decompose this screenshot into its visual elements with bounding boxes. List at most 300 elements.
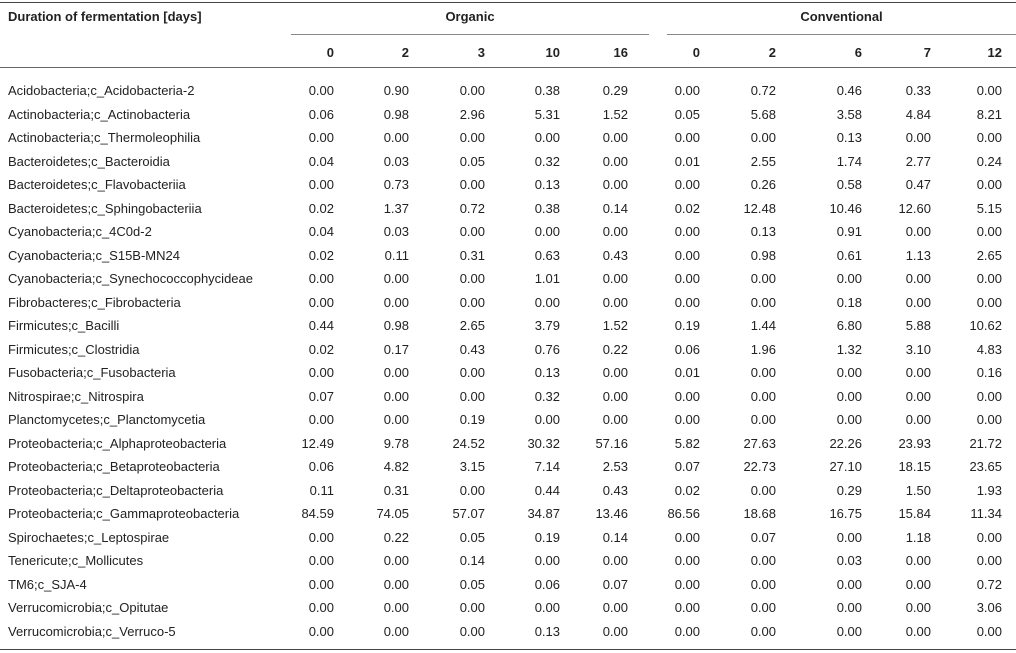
value-cell: 0.00 xyxy=(534,600,560,615)
day-header: 16 xyxy=(613,45,628,60)
value-cell: 0.00 xyxy=(459,224,485,239)
value-cell: 0.00 xyxy=(308,294,334,310)
value-cell: 0.00 xyxy=(308,177,334,192)
value-cell: 0.00 xyxy=(602,130,628,145)
table-row xyxy=(0,198,1016,221)
value-cell: 0.00 xyxy=(459,83,485,98)
group-underline-organic xyxy=(291,34,649,35)
value-cell: 0.01 xyxy=(674,153,700,169)
value-cell: 0.00 xyxy=(383,388,409,404)
value-cell: 1.50 xyxy=(905,482,931,498)
table-row xyxy=(0,268,1016,291)
value-cell: 0.05 xyxy=(459,153,485,169)
value-cell: 2.96 xyxy=(459,106,485,122)
value-cell: 0.61 xyxy=(836,247,862,263)
value-cell: 0.00 xyxy=(602,412,628,427)
taxon-cell: Cyanobacteria;c_S15B-MN24 xyxy=(8,247,180,263)
taxon-cell: Tenericute;c_Mollicutes xyxy=(8,553,144,568)
value-cell: 34.87 xyxy=(527,506,560,521)
taxon-cell: Cyanobacteria;c_4C0d-2 xyxy=(8,224,152,239)
value-cell: 0.13 xyxy=(534,623,560,639)
value-cell: 0.00 xyxy=(905,224,931,239)
day-header: 3 xyxy=(477,45,485,60)
taxon-cell: Acidobacteria;c_Acidobacteria-2 xyxy=(8,83,195,98)
value-cell: 0.00 xyxy=(459,294,485,310)
table-row xyxy=(0,221,1016,244)
value-cell: 0.00 xyxy=(750,365,776,380)
value-cell: 84.59 xyxy=(301,506,334,521)
day-header: 0 xyxy=(692,45,700,60)
value-cell: 7.14 xyxy=(534,459,560,474)
value-cell: 0.02 xyxy=(308,200,334,216)
value-cell: 0.73 xyxy=(383,177,409,192)
taxon-cell: Verrucomicrobia;c_Verruco-5 xyxy=(8,623,176,639)
value-cell: 0.04 xyxy=(308,153,334,169)
value-cell: 0.00 xyxy=(383,623,409,639)
day-header: 7 xyxy=(923,45,931,60)
value-cell: 0.00 xyxy=(383,130,409,145)
value-cell: 0.03 xyxy=(383,224,409,239)
value-cell: 0.00 xyxy=(750,130,776,145)
value-cell: 0.00 xyxy=(674,83,700,98)
table-row xyxy=(0,409,1016,432)
value-cell: 0.05 xyxy=(459,529,485,545)
value-cell: 0.32 xyxy=(534,388,560,404)
value-cell: 0.72 xyxy=(750,83,776,98)
value-cell: 0.19 xyxy=(459,412,485,427)
value-cell: 0.00 xyxy=(674,623,700,639)
value-cell: 0.46 xyxy=(836,83,862,98)
value-cell: 2.77 xyxy=(905,153,931,169)
table-row xyxy=(0,362,1016,385)
taxon-cell: Proteobacteria;c_Betaproteobacteria xyxy=(8,459,220,474)
day-header: 2 xyxy=(401,45,409,60)
value-cell: 0.11 xyxy=(309,482,334,498)
value-cell: 86.56 xyxy=(667,506,700,521)
value-cell: 0.00 xyxy=(674,177,700,192)
value-cell: 2.65 xyxy=(976,247,1002,263)
taxon-cell: Actinobacteria;c_Thermoleophilia xyxy=(8,130,201,145)
value-cell: 1.74 xyxy=(836,153,862,169)
value-cell: 0.26 xyxy=(750,177,776,192)
value-cell: 0.00 xyxy=(674,412,700,427)
value-cell: 12.48 xyxy=(743,200,776,216)
value-cell: 0.00 xyxy=(674,247,700,263)
table-row xyxy=(0,174,1016,197)
value-cell: 3.06 xyxy=(976,600,1002,615)
value-cell: 0.00 xyxy=(534,224,560,239)
taxon-cell: TM6;c_SJA-4 xyxy=(8,576,87,592)
value-cell: 0.00 xyxy=(308,271,334,286)
value-cell: 1.32 xyxy=(836,341,862,357)
table-row xyxy=(0,597,1016,620)
value-cell: 0.00 xyxy=(308,412,334,427)
value-cell: 0.02 xyxy=(308,341,334,357)
value-cell: 1.52 xyxy=(602,318,628,333)
value-cell: 23.93 xyxy=(898,435,931,451)
value-cell: 0.00 xyxy=(308,83,334,98)
value-cell: 0.13 xyxy=(534,365,560,380)
value-cell: 4.84 xyxy=(905,106,931,122)
value-cell: 0.00 xyxy=(750,294,776,310)
value-cell: 21.72 xyxy=(969,435,1002,451)
value-cell: 0.00 xyxy=(459,130,485,145)
value-cell: 0.06 xyxy=(674,341,700,357)
value-cell: 0.07 xyxy=(308,388,334,404)
value-cell: 30.32 xyxy=(527,435,560,451)
value-cell: 0.07 xyxy=(674,459,700,474)
value-cell: 0.00 xyxy=(750,412,776,427)
value-cell: 0.03 xyxy=(836,553,862,568)
value-cell: 1.93 xyxy=(976,482,1002,498)
value-cell: 0.43 xyxy=(459,341,485,357)
table-row xyxy=(0,339,1016,362)
value-cell: 0.00 xyxy=(459,623,485,639)
value-cell: 0.02 xyxy=(674,482,700,498)
day-header: 2 xyxy=(768,45,776,60)
table-row xyxy=(0,80,1016,103)
value-cell: 57.16 xyxy=(595,435,628,451)
value-cell: 0.11 xyxy=(384,247,409,263)
value-cell: 0.00 xyxy=(602,388,628,404)
value-cell: 0.00 xyxy=(534,130,560,145)
value-cell: 0.00 xyxy=(602,553,628,568)
value-cell: 0.00 xyxy=(750,482,776,498)
value-cell: 0.05 xyxy=(459,576,485,592)
value-cell: 0.44 xyxy=(308,318,334,333)
value-cell: 0.31 xyxy=(459,247,485,263)
value-cell: 0.00 xyxy=(905,412,931,427)
value-cell: 0.00 xyxy=(976,83,1002,98)
value-cell: 0.00 xyxy=(674,130,700,145)
value-cell: 1.13 xyxy=(905,247,931,263)
value-cell: 0.00 xyxy=(905,623,931,639)
group-header-organic: Organic xyxy=(445,9,495,24)
value-cell: 0.00 xyxy=(905,388,931,404)
value-cell: 0.47 xyxy=(905,177,931,192)
value-cell: 0.00 xyxy=(383,600,409,615)
value-cell: 0.00 xyxy=(534,294,560,310)
value-cell: 0.00 xyxy=(905,576,931,592)
value-cell: 0.04 xyxy=(308,224,334,239)
value-cell: 5.68 xyxy=(750,106,776,122)
taxon-cell: Cyanobacteria;c_Synechococcophycideae xyxy=(8,271,253,286)
value-cell: 0.00 xyxy=(308,529,334,545)
value-cell: 3.15 xyxy=(459,459,485,474)
taxon-cell: Actinobacteria;c_Actinobacteria xyxy=(8,106,191,122)
value-cell: 10.62 xyxy=(969,318,1002,333)
taxon-cell: Bacteroidetes;c_Flavobacteriia xyxy=(8,177,186,192)
value-cell: 0.22 xyxy=(602,341,628,357)
value-cell: 0.43 xyxy=(602,247,628,263)
value-cell: 0.00 xyxy=(459,177,485,192)
value-cell: 0.72 xyxy=(459,200,485,216)
value-cell: 27.10 xyxy=(829,459,862,474)
value-cell: 0.00 xyxy=(836,271,862,286)
table-row xyxy=(0,104,1016,127)
value-cell: 0.00 xyxy=(976,271,1002,286)
value-cell: 13.46 xyxy=(595,506,628,521)
value-cell: 0.22 xyxy=(383,529,409,545)
day-header: 10 xyxy=(545,45,560,60)
value-cell: 4.82 xyxy=(383,459,409,474)
value-cell: 2.53 xyxy=(602,459,628,474)
value-cell: 0.00 xyxy=(459,271,485,286)
value-cell: 0.00 xyxy=(383,365,409,380)
value-cell: 1.52 xyxy=(602,106,628,122)
value-cell: 0.00 xyxy=(308,600,334,615)
value-cell: 0.00 xyxy=(836,576,862,592)
value-cell: 0.00 xyxy=(836,388,862,404)
value-cell: 0.00 xyxy=(976,553,1002,568)
value-cell: 0.00 xyxy=(674,224,700,239)
taxon-cell: Planctomycetes;c_Planctomycetia xyxy=(8,412,206,427)
value-cell: 0.44 xyxy=(534,482,560,498)
value-cell: 5.82 xyxy=(674,435,700,451)
value-cell: 0.00 xyxy=(976,388,1002,404)
value-cell: 0.00 xyxy=(383,553,409,568)
value-cell: 22.73 xyxy=(743,459,776,474)
table-row xyxy=(0,292,1016,315)
value-cell: 0.00 xyxy=(750,553,776,568)
table-row xyxy=(0,621,1016,644)
value-cell: 9.78 xyxy=(383,435,409,451)
value-cell: 0.00 xyxy=(674,294,700,310)
value-cell: 3.10 xyxy=(905,341,931,357)
value-cell: 0.00 xyxy=(976,224,1002,239)
value-cell: 0.00 xyxy=(674,600,700,615)
value-cell: 0.00 xyxy=(976,177,1002,192)
value-cell: 0.33 xyxy=(905,83,931,98)
value-cell: 5.31 xyxy=(534,106,560,122)
value-cell: 0.00 xyxy=(602,600,628,615)
value-cell: 0.06 xyxy=(308,106,334,122)
value-cell: 0.19 xyxy=(534,529,560,545)
value-cell: 0.00 xyxy=(674,576,700,592)
value-cell: 0.90 xyxy=(383,83,409,98)
value-cell: 0.00 xyxy=(534,553,560,568)
value-cell: 0.00 xyxy=(905,271,931,286)
value-cell: 0.00 xyxy=(602,294,628,310)
value-cell: 0.24 xyxy=(976,153,1002,169)
table-row xyxy=(0,550,1016,573)
value-cell: 0.29 xyxy=(602,83,628,98)
value-cell: 0.13 xyxy=(750,224,776,239)
value-cell: 24.52 xyxy=(452,435,485,451)
value-cell: 0.00 xyxy=(602,177,628,192)
header-bottom-rule xyxy=(0,67,1016,68)
value-cell: 5.15 xyxy=(976,200,1002,216)
value-cell: 18.68 xyxy=(743,506,776,521)
value-cell: 0.00 xyxy=(750,600,776,615)
value-cell: 0.14 xyxy=(602,529,628,545)
value-cell: 0.32 xyxy=(534,153,560,169)
table-row xyxy=(0,315,1016,338)
value-cell: 0.07 xyxy=(602,576,628,592)
value-cell: 0.16 xyxy=(976,365,1002,380)
value-cell: 0.00 xyxy=(459,365,485,380)
value-cell: 0.00 xyxy=(459,600,485,615)
taxon-cell: Proteobacteria;c_Gammaproteobacteria xyxy=(8,506,240,521)
table-row xyxy=(0,503,1016,526)
value-cell: 0.02 xyxy=(674,200,700,216)
value-cell: 0.00 xyxy=(383,294,409,310)
value-cell: 3.58 xyxy=(836,106,862,122)
table-bottom-rule xyxy=(0,649,1016,650)
day-header: 0 xyxy=(326,45,334,60)
table-row xyxy=(0,127,1016,150)
value-cell: 4.83 xyxy=(976,341,1002,357)
value-cell: 0.13 xyxy=(836,130,862,145)
table-top-rule xyxy=(0,2,1016,3)
value-cell: 5.88 xyxy=(905,318,931,333)
value-cell: 0.72 xyxy=(976,576,1002,592)
value-cell: 0.00 xyxy=(905,294,931,310)
value-cell: 12.60 xyxy=(898,200,931,216)
taxon-cell: Bacteroidetes;c_Bacteroidia xyxy=(8,153,170,169)
value-cell: 74.05 xyxy=(376,506,409,521)
table-row xyxy=(0,433,1016,456)
taxon-cell: Proteobacteria;c_Deltaproteobacteria xyxy=(8,482,224,498)
value-cell: 23.65 xyxy=(969,459,1002,474)
taxon-cell: Fibrobacteres;c_Fibrobacteria xyxy=(8,294,181,310)
value-cell: 0.05 xyxy=(674,106,700,122)
value-cell: 0.14 xyxy=(602,200,628,216)
value-cell: 0.00 xyxy=(308,553,334,568)
value-cell: 15.84 xyxy=(898,506,931,521)
value-cell: 0.00 xyxy=(836,529,862,545)
value-cell: 0.00 xyxy=(976,529,1002,545)
value-cell: 11.34 xyxy=(970,506,1002,521)
value-cell: 0.03 xyxy=(383,153,409,169)
table-header-title: Duration of fermentation [days] xyxy=(8,9,202,24)
value-cell: 0.00 xyxy=(905,130,931,145)
value-cell: 0.06 xyxy=(534,576,560,592)
taxon-cell: Spirochaetes;c_Leptospirae xyxy=(8,529,170,545)
table-row xyxy=(0,456,1016,479)
value-cell: 0.00 xyxy=(674,271,700,286)
value-cell: 0.00 xyxy=(602,623,628,639)
day-header: 6 xyxy=(854,45,862,60)
value-cell: 0.18 xyxy=(836,294,862,310)
value-cell: 57.07 xyxy=(452,506,485,521)
value-cell: 0.00 xyxy=(308,623,334,639)
value-cell: 0.17 xyxy=(383,341,409,357)
taxon-cell: Bacteroidetes;c_Sphingobacteriia xyxy=(8,200,202,216)
value-cell: 0.00 xyxy=(905,600,931,615)
value-cell: 0.00 xyxy=(836,600,862,615)
value-cell: 0.01 xyxy=(674,365,700,380)
taxon-cell: Firmicutes;c_Bacilli xyxy=(8,318,120,333)
value-cell: 0.00 xyxy=(459,482,485,498)
value-cell: 1.37 xyxy=(383,200,409,216)
value-cell: 0.00 xyxy=(602,224,628,239)
value-cell: 0.58 xyxy=(836,177,862,192)
table-row xyxy=(0,386,1016,409)
group-header-conventional: Conventional xyxy=(800,9,883,24)
value-cell: 0.13 xyxy=(534,177,560,192)
value-cell: 0.00 xyxy=(602,153,628,169)
value-cell: 1.18 xyxy=(905,529,931,545)
value-cell: 22.26 xyxy=(829,435,862,451)
value-cell: 0.00 xyxy=(976,623,1002,639)
value-cell: 0.00 xyxy=(674,553,700,568)
value-cell: 0.98 xyxy=(383,106,409,122)
taxon-cell: Verrucomicrobia;c_Opitutae xyxy=(8,600,169,615)
value-cell: 0.00 xyxy=(308,576,334,592)
value-cell: 6.80 xyxy=(836,318,862,333)
value-cell: 0.00 xyxy=(534,412,560,427)
value-cell: 0.19 xyxy=(674,318,700,333)
value-cell: 0.00 xyxy=(383,271,409,286)
value-cell: 0.31 xyxy=(383,482,409,498)
value-cell: 0.00 xyxy=(308,130,334,145)
value-cell: 16.75 xyxy=(829,506,862,521)
table-row xyxy=(0,574,1016,597)
table-row xyxy=(0,151,1016,174)
value-cell: 0.07 xyxy=(750,529,776,545)
taxon-cell: Firmicutes;c_Clostridia xyxy=(8,341,140,357)
value-cell: 0.00 xyxy=(602,365,628,380)
value-cell: 0.00 xyxy=(976,294,1002,310)
value-cell: 0.38 xyxy=(534,83,560,98)
value-cell: 0.00 xyxy=(976,130,1002,145)
value-cell: 0.29 xyxy=(836,482,862,498)
value-cell: 0.00 xyxy=(750,576,776,592)
value-cell: 1.44 xyxy=(750,318,776,333)
value-cell: 0.98 xyxy=(383,318,409,333)
value-cell: 0.00 xyxy=(905,553,931,568)
value-cell: 0.00 xyxy=(836,412,862,427)
value-cell: 0.63 xyxy=(534,247,560,263)
value-cell: 0.00 xyxy=(602,271,628,286)
value-cell: 27.63 xyxy=(743,435,776,451)
value-cell: 0.00 xyxy=(383,576,409,592)
value-cell: 0.00 xyxy=(976,412,1002,427)
value-cell: 2.55 xyxy=(750,153,776,169)
value-cell: 0.00 xyxy=(383,412,409,427)
value-cell: 0.00 xyxy=(308,365,334,380)
taxon-cell: Proteobacteria;c_Alphaproteobacteria xyxy=(8,435,227,451)
value-cell: 0.00 xyxy=(836,623,862,639)
value-cell: 0.98 xyxy=(750,247,776,263)
taxon-cell: Fusobacteria;c_Fusobacteria xyxy=(8,365,176,380)
value-cell: 0.00 xyxy=(905,365,931,380)
table-row xyxy=(0,527,1016,550)
value-cell: 2.65 xyxy=(459,318,485,333)
value-cell: 1.01 xyxy=(534,271,560,286)
value-cell: 0.00 xyxy=(750,271,776,286)
value-cell: 3.79 xyxy=(534,318,560,333)
value-cell: 8.21 xyxy=(976,106,1002,122)
value-cell: 0.00 xyxy=(750,623,776,639)
value-cell: 0.76 xyxy=(534,341,560,357)
group-underline-conventional xyxy=(667,34,1016,35)
table-row xyxy=(0,480,1016,503)
value-cell: 0.43 xyxy=(602,482,628,498)
taxon-cell: Nitrospirae;c_Nitrospira xyxy=(8,388,144,404)
value-cell: 1.96 xyxy=(750,341,776,357)
value-cell: 12.49 xyxy=(301,435,334,451)
value-cell: 0.02 xyxy=(308,247,334,263)
value-cell: 10.46 xyxy=(829,200,862,216)
value-cell: 0.00 xyxy=(674,388,700,404)
value-cell: 0.00 xyxy=(836,365,862,380)
value-cell: 18.15 xyxy=(898,459,931,474)
table-row xyxy=(0,245,1016,268)
value-cell: 0.00 xyxy=(459,388,485,404)
value-cell: 0.14 xyxy=(459,553,485,568)
